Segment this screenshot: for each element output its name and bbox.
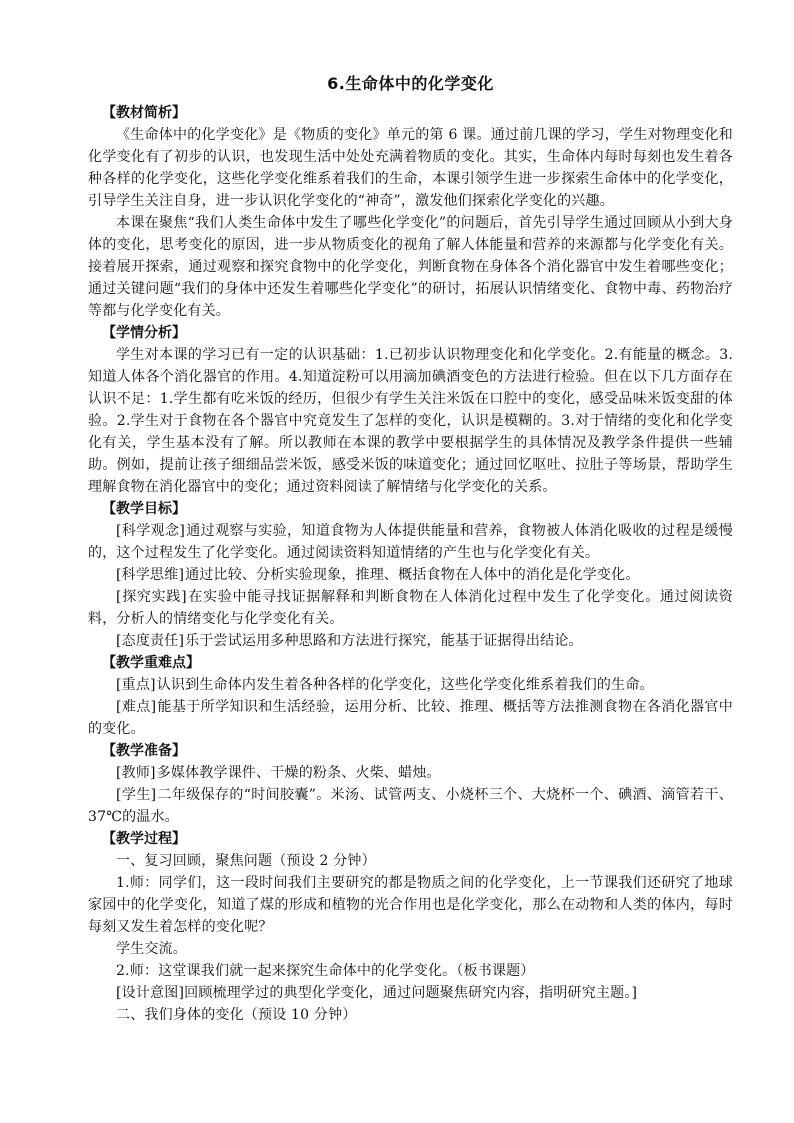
goal-item bbox=[88, 630, 733, 652]
process-line: 1.师：同学们，这一段时间我们主要研究的都是物质之间的化学变化，上一节课我们还研究了地球家园中的化学变化，知道了煤的形成和植物的光合作用也是化学变化，那么在动物和人类的体内，每时每刻又发生着怎样的变化呢？ bbox=[88, 875, 733, 935]
keypoint-text: 能基于所学知识和生活经验，运用分析、比较、推理、概括等方法推测食物在各消化器官中的变化。 bbox=[88, 699, 733, 737]
document-page bbox=[88, 72, 733, 1026]
goal-text: 通过观察与实验，知道食物为人体提供能量和营养，食物被人体消化吸收的过程是缓慢的，这个过程发生了化学变化。通过阅读资料知道情绪的产生也与化学变化有关。 bbox=[88, 523, 733, 561]
keypoint-text: 认识到生命体内发生着各种各样的化学变化，这些化学变化维系着我们的生命。 bbox=[156, 677, 654, 693]
prep-text: 二年级保存的“时间胶囊”。米汤、试管两支、小烧杯三个、大烧杯一个、碘酒、滴管若干、37℃的温水。 bbox=[88, 787, 733, 825]
page-title: 6.生命体中的化学变化 bbox=[327, 74, 494, 93]
goal-tag: [科学思维] bbox=[116, 567, 185, 583]
process-line: 2.师：这堂课我们就一起来探究生命体中的化学变化。（板书课题） bbox=[116, 963, 535, 979]
prep-text: 多媒体教学课件、干燥的粉条、火柴、蜡烛。 bbox=[156, 765, 441, 781]
process-line: 学生交流。 bbox=[116, 941, 187, 957]
section-heading-learner: 【学情分析】 bbox=[102, 325, 186, 341]
section-heading-prep: 【教学准备】 bbox=[102, 743, 186, 759]
keypoint-tag: [重点] bbox=[116, 677, 156, 693]
prep-tag: [学生] bbox=[116, 787, 157, 803]
goal-tag: [态度责任] bbox=[116, 633, 185, 649]
section-heading-process: 【教学过程】 bbox=[102, 831, 186, 847]
goal-tag: [探究实践] bbox=[116, 589, 187, 605]
goal-text: 在实验中能寻找证据解释和判断食物在人体消化过程中发生了化学变化。通过阅读资料，分析人的情绪变化与化学变化有关。 bbox=[88, 589, 734, 627]
goal-item bbox=[88, 520, 733, 564]
goal-item bbox=[88, 564, 733, 586]
textbook-paragraph-1: 《生命体中的化学变化》是《物质的变化》单元的第 6 课。通过前几课的学习，学生对物理变化和化学变化有了初步的认识，也发现生活中处处充满着物质的变化。其实，生命体内每时每刻也发生着各种各样的化学变化，这些化学变化维系着我们的生命，本课引领学生进一步探索生命体中的化学变化，引导学生关注自身，进一步认识化学变化的“神奇”，激发他们探索化学变化的兴趣。 bbox=[88, 127, 733, 209]
goal-tag: [科学观念] bbox=[116, 523, 186, 539]
keypoint-tag: [难点] bbox=[116, 699, 157, 715]
textbook-paragraph-2: 本课在聚焦“我们人类生命体中发生了哪些化学变化”的问题后，首先引导学生通过回顾从小到大身体的变化，思考变化的原因，进一步从物质变化的视角了解人体能量和营养的来源都与化学变化有关。接着展开探索，通过观察和探究食物中的化学变化，判断食物在身体各个消化器官中发生着哪些变化；通过关键问题“我们的身体中还发生着哪些化学变化”的研讨，拓展认识情绪变化、食物中毒、药物治疗等都与化学变化有关。 bbox=[88, 215, 733, 319]
section-heading-keypoints: 【教学重难点】 bbox=[102, 655, 200, 671]
goal-item bbox=[88, 586, 733, 630]
section-heading-goals: 【教学目标】 bbox=[102, 501, 186, 517]
process-line: [设计意图]回顾梳理学过的典型化学变化，通过问题聚焦研究内容，指明研究主题。] bbox=[116, 985, 638, 1001]
process-line: 二、我们身体的变化（预设 10 分钟） bbox=[116, 1007, 357, 1023]
learner-paragraph: 学生对本课的学习已有一定的认识基础：1.已初步认识物理变化和化学变化。2.有能量的概念。3.知道人体各个消化器官的作用。4.知道淀粉可以用滴加碘酒变色的方法进行检验。但在以下几方面存在认识不足：1.学生都有吃米饭的经历，但很少有学生关注米饭在口腔中的变化，感受品味米饭变甜的体验。2.学生对于食物在各个器官中究竟发生了怎样的变化，认识是模糊的。3.对于情绪的变化和化学变化有关，学生基本没有了解。所以教师在本课的教学中要根据学生的具体情况及教学条件提供一些辅助。例如，提前让孩子细细品尝米饭，感受米饭的味道变化；通过回忆呕吐、拉肚子等场景，帮助学生理解食物在消化器官中的变化；通过资料阅读了解情绪与化学变化的关系。 bbox=[88, 347, 733, 495]
goal-text: 通过比较、分析实验现象，推理、概括食物在人体中的消化是化学变化。 bbox=[185, 567, 640, 583]
keypoint-item bbox=[88, 674, 733, 696]
keypoint-item bbox=[88, 696, 733, 740]
goal-text: 乐于尝试运用多种思路和方法进行探究，能基于证据得出结论。 bbox=[185, 633, 583, 649]
prep-tag: [教师] bbox=[116, 765, 156, 781]
section-heading-textbook: 【教材简析】 bbox=[102, 105, 186, 121]
prep-item bbox=[88, 784, 733, 828]
prep-item bbox=[88, 762, 733, 784]
process-line: 一、复习回顾，聚焦问题（预设 2 分钟） bbox=[116, 853, 376, 869]
